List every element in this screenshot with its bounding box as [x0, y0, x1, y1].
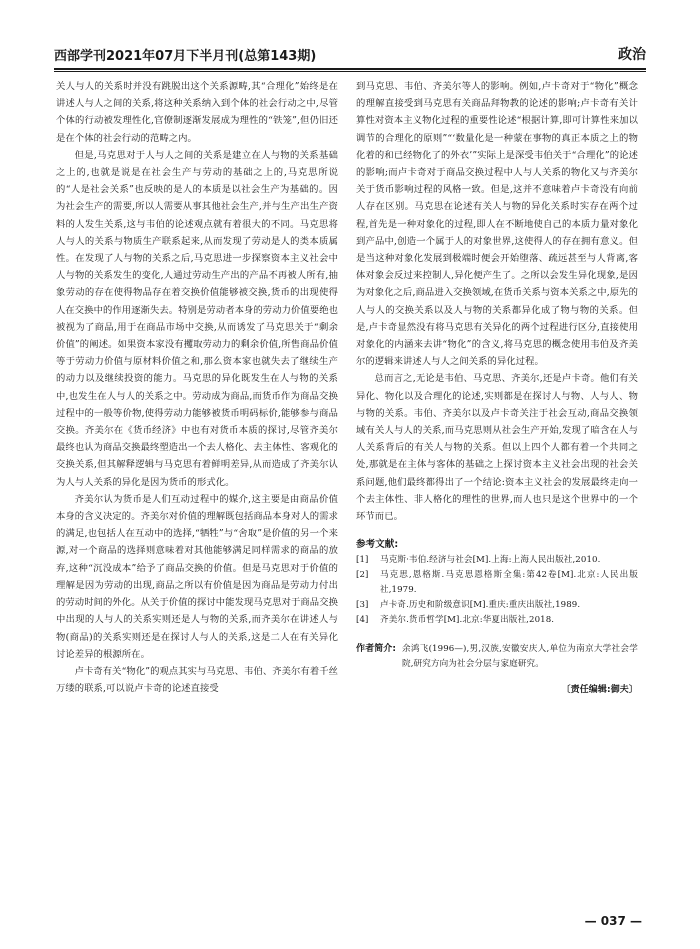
header-rule [54, 71, 646, 72]
reference-item [356, 568, 638, 598]
paragraph: 但是,马克思对于人与人之间的关系是建立在人与物的关系基础之上的,也就是说是在社会生产与劳动的基础之上的,马克思所说的“人是社会关系”也反映的是人的本质是以社会生产为基础的。因为社会生产的需要,所以人需要从事其他社会生产,并与生产出生产资料的人发生关系,这与韦伯的论述观点就有着很大的不同。马克思将人与人的关系与物质生产联系起来,从而发现了劳动是人的类本质属性。在发现了人与物的关系之后,马克思进一步探察资本主义社会中人与物的关系发生的变化,人通过劳动生产出的产品不再被人所有,抽象劳动的存在使得物品存在着交换价值能够被交换,货币的出现使得人在交换中的作用逐渐失去。特别是劳动者本身的劳动力价值要绝也被视为了商品,用于在商品市场中交换,从而诱发了马克思关于“剩余价值”的阐述。如果资本家没有攫取劳动力的剩余价值,所售商品价值等于劳动力价值与原材料价值之和,那么资本家也就失去了继续生产的动力以及继续投资的能力。马克思的异化既发生在人与物的关系中,也发生在人与人的关系之中。劳动成为商品,而货币作为商品交换过程中的一般等价物,使得劳动力能够被货币明码标价,能够参与商品交换。齐美尔在《货币经济》中也有对货币本质的探讨,尽管齐美尔最终也认为商品交换最终塑造出一个去人格化、去主体性、客观化的交换关系,但其解释逻辑与马克思有着鲜明差异,从而造成了齐美尔认为人与人关系的异化是因为货币的形式化。 [56, 149, 338, 488]
paragraph: 卢卡奇有关“物化”的观点其实与马克思、韦伯、齐美尔有着千丝万缕的联系,可以说卢卡奇的论述直接受 [56, 665, 339, 695]
page-number: — 037 — [584, 914, 642, 928]
reference-text: 卢卡奇.历史和阶级意识[M].重庆:重庆出版社,1989. [380, 600, 581, 611]
reference-item [356, 553, 638, 568]
paragraph: 到马克思、韦伯、齐美尔等人的影响。例如,卢卡奇对于“物化”概念的理解直接受到马克思有关商品拜物教的论述的影响;卢卡奇有关计算性对资本主义物化过程的重要性论述“根据计算,即可计算性来加以调节的合理化的原则”“‘数量化是一种蒙在事物的真正本质之上的物化着的和已经物化了的外衣’”实际上是深受韦伯关于“合理化”的论述的影响;而卢卡奇对于商品交换过程中人与人关系的物化又与齐美尔关于货币影响过程的风格一致。但是,这并不意味着卢卡奇没有向前人存在区别。马克思在论述有关人与物的异化关系时实存在两个过程,首先是一种对象化的过程,即人在不断地使自己的本质力量对象化到产品中,创造一个属于人的对象世界,这使得人的存在拥有意义。但是当这种对象化发展到极端时便会开始堕落、疏远甚至与人背离,客体对象会反过来控制人,异化便产生了。之所以会发生异化现象,是因为对象化之后,商品进入交换领域,在货币关系与资本关系之中,原先的人与人的交换关系以及人与物的关系都异化成了物与物的关系。但是,卢卡奇显然没有将马克思有关异化的两个过程进行区分,直接使用对象化的内涵来去讲“物化”的含义,将马克思的概念使用韦伯及齐美尔的逻辑来讲述人与人之间关系的异化过程。 [356, 81, 638, 368]
reference-text: 齐美尔.货币哲学[M].北京:华夏出版社,2018. [380, 615, 555, 626]
paragraph: 关人与人的关系时并没有跳脱出这个关系源畴,其“合理化”始终是在讲述人与人之间的关系,将这种关系纳入到个体的社会行动之中,尽管个体的行动被发理性化,官僚制逐渐发展成为理性的“铁笼”,但仍旧还是在个体的社会行动的范畴之内。 [56, 81, 338, 144]
author-label: 作者简介: [356, 644, 397, 655]
section-label: 政治 [618, 47, 646, 63]
reference-text: 马克思,恩格斯.马克思恩格斯全集:第42卷[M].北京:人民出版社,1979. [380, 570, 638, 596]
author-bio [356, 642, 638, 672]
reference-item [356, 613, 638, 628]
right-column [356, 78, 638, 699]
reference-item [356, 598, 638, 613]
reference-number: [4] [356, 615, 369, 626]
editor-credit: 〔责任编辑:御夫〕 [561, 685, 638, 696]
left-column [56, 78, 338, 697]
page-header [54, 40, 646, 70]
reference-number: [1] [356, 555, 369, 566]
journal-title: 西部学刊2021年07月下半月刊(总第143期) [54, 49, 317, 64]
references-title: 参考文献: [356, 539, 399, 551]
reference-text: 马克斯·韦伯.经济与社会[M].上海:上海人民出版社,2010. [380, 555, 601, 566]
references-list [356, 553, 638, 628]
paragraph: 总而言之,无论是韦伯、马克思、齐美尔,还是卢卡奇。他们有关异化、物化以及合理化的论述,实则都是在探讨人与物、人与人、物与物的关系。韦伯、齐美尔以及卢卡奇关注于社会互动,商品交换领域有关人与人的关系,而马克思则从社会生产开始,发现了暗含在人与人关系背后的有关人与物的关系。但以上四个人都有着一个共同之处,那就是在主体与客体的基础之上探讨资本主义社会出现的社会关系问题,他们最终都得出了一个结论:资本主义社会的发展最终走向一个去主体性、非人格化的理性的世界,而人也只是这个世界中的一个环节而已。 [356, 373, 638, 523]
author-text: 余鸿飞(1996—),男,汉族,安徽安庆人,单位为南京大学社会学院,研究方向为社会分层与家庭研究。 [402, 644, 638, 670]
reference-number: [3] [356, 600, 369, 611]
reference-number: [2] [356, 570, 369, 581]
paragraph: 齐美尔认为货币是人们互动过程中的媒介,这主要是由商品价值本身的含义决定的。齐美尔对价值的理解既包括商品本身对人的需求的满足,也包括人在互动中的选择,“牺牲”与“舍取”是价值的另一个来源,对一个商品的选择则意味着对其他能够满足同样需求的商品的放弃,这种“沉没成本”给予了商品交换的价值。但是马克思对于价值的理解是因为劳动的出现,商品之所以有价值是因为商品是劳动力付出的劳动时间的外化。从关于价值的探讨中能发现马克思对于商品交换中出现的人与人的关系实则还是人与物的关系,而齐美尔在讲述人与物(商品)的关系实则还是在探讨人与人的关系,这是二人在有关异化讨论差异的根源所在。 [56, 493, 338, 660]
